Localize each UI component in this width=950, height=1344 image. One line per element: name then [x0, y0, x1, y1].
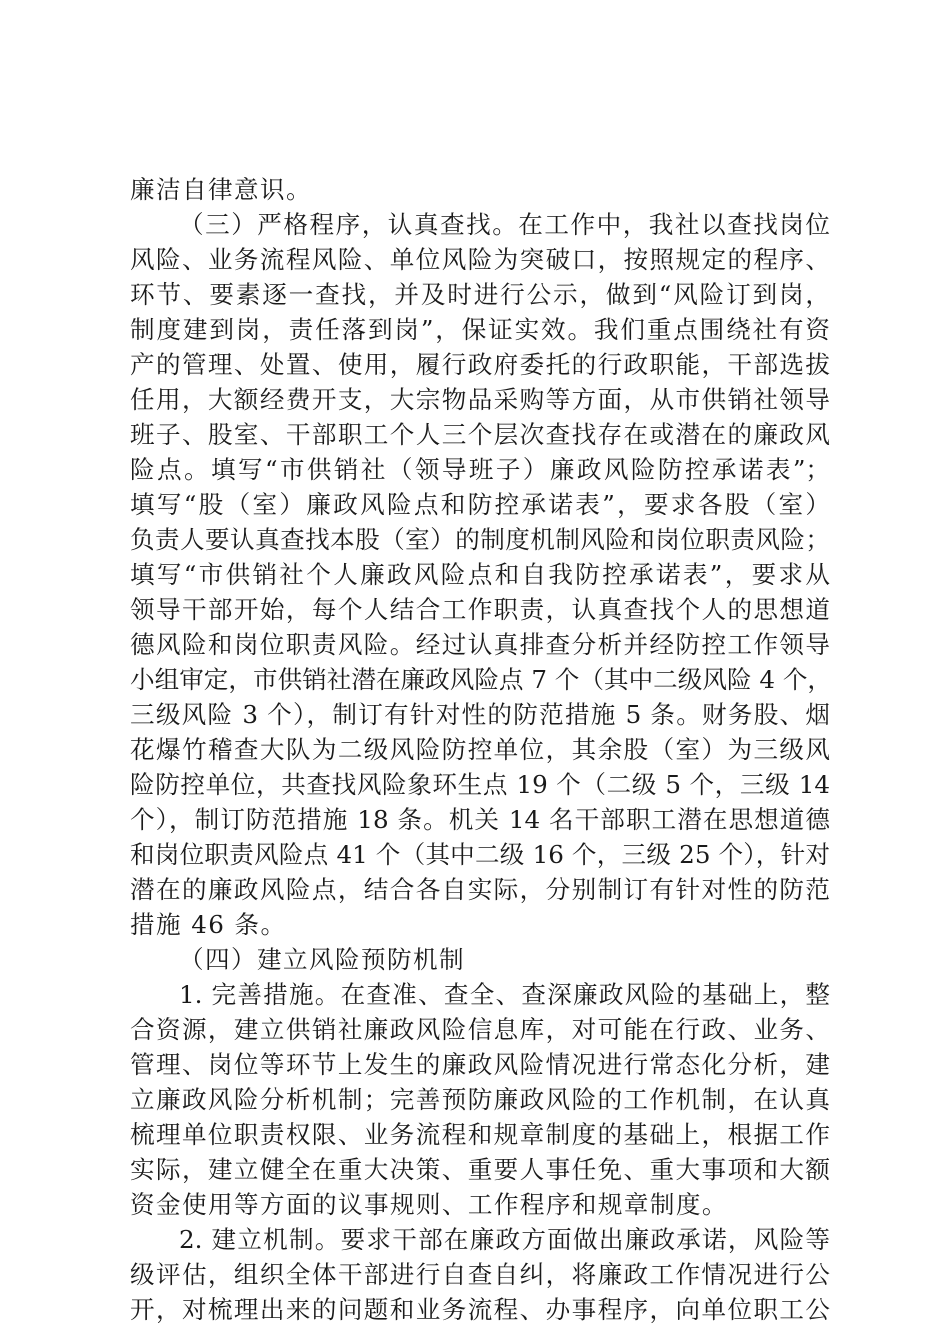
item-heading-2: 2. 建立机制。要求干部在廉政方面做出廉政承诺，风险等 [179, 1225, 830, 1254]
text-line: 风险、业务流程风险、单位风险为突破口，按照规定的程序、 [130, 245, 830, 274]
text-line: 德风险和岗位职责风险。经过认真排查分析并经防控工作领导 [130, 630, 830, 659]
text-line: 任用，大额经费开支，大宗物品采购等方面，从市供销社领导 [130, 385, 830, 414]
text-line: 环节、要素逐一查找，并及时进行公示，做到“风险订到岗， [130, 280, 830, 309]
text-line: 班子、股室、干部职工个人三个层次查找存在或潜在的廉政风 [130, 420, 830, 449]
item-heading-1: 1. 完善措施。在查准、查全、查深廉政风险的基础上，整 [179, 980, 830, 1009]
text-line: 梳理单位职责权限、业务流程和规章制度的基础上，根据工作 [130, 1120, 830, 1149]
text-line: 级评估，组织全体干部进行自查自纠，将廉政工作情况进行公 [130, 1260, 830, 1289]
text-line: 个），制订防范措施 18 条。机关 14 名干部职工潜在思想道德 [130, 805, 830, 834]
text-line: 填写“市供销社个人廉政风险点和自我防控承诺表”，要求从 [130, 560, 830, 589]
text-line: 三级风险 3 个），制订有针对性的防范措施 5 条。财务股、烟 [130, 700, 830, 729]
text-line: 措施 46 条。 [130, 910, 287, 939]
text-line: 资金使用等方面的议事规则、工作程序和规章制度。 [130, 1190, 728, 1219]
text-line: 合资源，建立供销社廉政风险信息库，对可能在行政、业务、 [130, 1015, 830, 1044]
text-line: 和岗位职责风险点 41 个（其中二级 16 个，三级 25 个），针对 [130, 840, 830, 869]
text-line: 制度建到岗，责任落到岗”，保证实效。我们重点围绕社有资 [130, 315, 830, 344]
text-line: 领导干部开始，每个人结合工作职责，认真查找个人的思想道 [130, 595, 830, 624]
text-line: 开，对梳理出来的问题和业务流程、办事程序，向单位职工公 [130, 1295, 830, 1324]
text-line: 立廉政风险分析机制；完善预防廉政风险的工作机制，在认真 [130, 1085, 830, 1114]
text-line: 产的管理、处置、使用，履行政府委托的行政职能，干部选拔 [130, 350, 830, 379]
text-line: 险防控单位，共查找风险象环生点 19 个（二级 5 个，三级 14 [130, 770, 830, 799]
text-line: 实际，建立健全在重大决策、重要人事任免、重大事项和大额 [130, 1155, 830, 1184]
text-line: 险点。填写“市供销社（领导班子）廉政风险防控承诺表”； [130, 455, 830, 484]
text-line: 管理、岗位等环节上发生的廉政风险情况进行常态化分析，建 [130, 1050, 830, 1079]
text-line: 填写“股（室）廉政风险点和防控承诺表”，要求各股（室） [130, 490, 830, 519]
text-line: 负责人要认真查找本股（室）的制度机制风险和岗位职责风险； [130, 525, 830, 554]
section-heading-3: （三）严格程序，认真查找。在工作中，我社以查找岗位 [179, 210, 830, 239]
section-heading-4: （四）建立风险预防机制 [179, 945, 465, 974]
text-line: 小组审定，市供销社潜在廉政风险点 7 个（其中二级风险 4 个， [130, 665, 833, 694]
text-line: 廉洁自律意识。 [130, 175, 312, 204]
text-line: 潜在的廉政风险点，结合各自实际，分别制订有针对性的防范 [130, 875, 830, 904]
text-line: 花爆竹稽查大队为二级风险防控单位，其余股（室）为三级风 [130, 735, 830, 764]
